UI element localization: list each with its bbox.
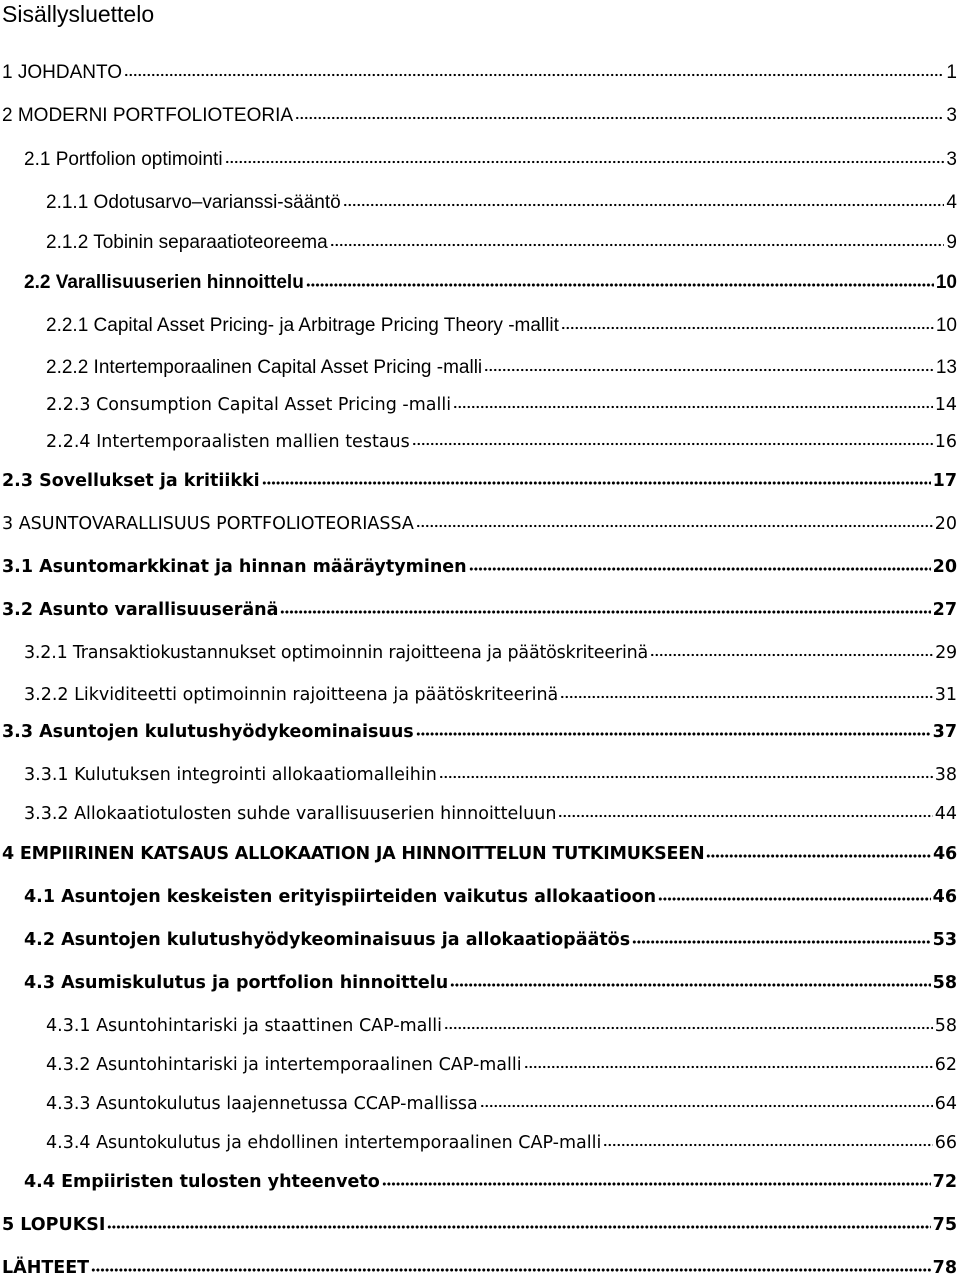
toc-entry[interactable]: [24, 268, 957, 294]
toc-entry-label: 2.2.4 Intertemporaalisten mallien testaus: [46, 432, 410, 452]
toc-entry[interactable]: [24, 1167, 957, 1193]
toc-entry[interactable]: [2, 466, 957, 492]
toc-entry[interactable]: [46, 1050, 957, 1076]
toc-entry-page-number: 10: [935, 272, 957, 293]
toc-entry-page-number: 46: [933, 844, 957, 864]
toc-entry-page-number: 20: [932, 557, 957, 577]
dot-leader: [480, 1089, 933, 1109]
toc-entry-page-number: 64: [934, 1094, 957, 1114]
toc-entry[interactable]: [46, 390, 957, 416]
dot-leader: [262, 466, 931, 486]
toc-entry-label: 2.2.1 Capital Asset Pricing- ja Arbitrage Pricing Theory -mallit: [46, 315, 559, 336]
dot-leader: [330, 228, 945, 248]
toc-entry-label: 2.2.2 Intertemporaalinen Capital Asset Pricing -malli: [46, 357, 483, 378]
toc-entry[interactable]: [24, 882, 957, 908]
toc-entry-page-number: 38: [934, 765, 957, 785]
toc-entry-label: 3.3.1 Kulutuksen integrointi allokaatiomalleihin: [24, 765, 437, 785]
dot-leader: [91, 1253, 931, 1273]
toc-entry-page-number: 75: [932, 1215, 957, 1235]
toc-entry[interactable]: [46, 228, 957, 254]
toc-entry-label: 2.1.2 Tobinin separaatioteoreema: [46, 232, 328, 253]
toc-entry-page-number: 1: [946, 62, 957, 83]
dot-leader: [444, 1011, 933, 1031]
dot-leader: [306, 268, 934, 288]
toc-entry-label: LÄHTEET: [2, 1258, 90, 1278]
toc-entry-page-number: 4: [946, 192, 957, 213]
toc-entry-page-number: 31: [934, 685, 957, 705]
dot-leader: [632, 925, 931, 945]
dot-leader: [416, 717, 931, 737]
toc-entry[interactable]: [24, 145, 957, 171]
toc-entry-page-number: 3: [946, 105, 957, 126]
toc-entry-label: 4.3.2 Asuntohintariski ja intertemporaalinen CAP-malli: [46, 1055, 522, 1075]
dot-leader: [524, 1050, 933, 1070]
toc-entry-label: 4.3.1 Asuntohintariski ja staattinen CAP-malli: [46, 1016, 442, 1036]
toc-entry-page-number: 10: [935, 315, 957, 336]
dot-leader: [603, 1128, 932, 1148]
toc-entry[interactable]: [2, 509, 957, 535]
toc-entry-label: 2.1 Portfolion optimointi: [24, 149, 223, 170]
dot-leader: [650, 638, 933, 658]
toc-entry[interactable]: [24, 760, 957, 786]
toc-entry-label: 3.1 Asuntomarkkinat ja hinnan määräytyminen: [2, 557, 467, 577]
toc-entry-page-number: 16: [934, 432, 957, 452]
toc-entry-page-number: 62: [934, 1055, 957, 1075]
toc-entry[interactable]: [24, 638, 957, 664]
dot-leader: [484, 353, 934, 373]
toc-entry-label: 3.3 Asuntojen kulutushyödykeominaisuus: [2, 722, 414, 742]
toc-entry-label: 3 ASUNTOVARALLISUUS PORTFOLIOTEORIASSA: [2, 514, 414, 534]
toc-entry-page-number: 66: [934, 1133, 957, 1153]
toc-entry-label: 4.3 Asumiskulutus ja portfolion hinnoittelu: [24, 973, 449, 993]
dot-leader: [107, 1210, 930, 1230]
toc-entry-label: 3.2.1 Transaktiokustannukset optimoinnin rajoitteena ja päätöskriteerinä: [24, 643, 649, 663]
dot-leader: [658, 882, 931, 902]
toc-entry[interactable]: [24, 968, 957, 994]
dot-leader: [280, 595, 930, 615]
dot-leader: [439, 760, 933, 780]
toc-entry-label: 3.3.2 Allokaatiotulosten suhde varallisuuserien hinnoitteluun: [24, 804, 557, 824]
toc-entry-page-number: 9: [946, 232, 957, 253]
toc-entry-page-number: 53: [932, 930, 957, 950]
toc-entry-label: 2.3 Sovellukset ja kritiikki: [2, 471, 260, 491]
toc-entry-label: 1 JOHDANTO: [2, 62, 123, 83]
toc-entry[interactable]: [24, 925, 957, 951]
toc-entry-label: 2 MODERNI PORTFOLIOTEORIA: [2, 105, 294, 126]
toc-entry-page-number: 3: [946, 149, 957, 170]
toc-entry[interactable]: [24, 680, 957, 706]
toc-entry-page-number: 44: [934, 804, 957, 824]
toc-entry-label: 3.2 Asunto varallisuuseränä: [2, 600, 279, 620]
dot-leader: [295, 101, 944, 121]
toc-entry[interactable]: [2, 58, 957, 84]
dot-leader: [560, 680, 932, 700]
page-title: Sisällysluettelo: [2, 1, 155, 27]
toc-entry-page-number: 27: [932, 600, 957, 620]
dot-leader: [225, 145, 945, 165]
toc-entry[interactable]: [2, 552, 957, 578]
toc-entry[interactable]: [2, 839, 957, 865]
toc-entry[interactable]: [46, 188, 957, 214]
toc-entry[interactable]: [46, 311, 957, 337]
toc-entry-page-number: 58: [932, 973, 957, 993]
toc-entry-page-number: 20: [934, 514, 957, 534]
toc-entry[interactable]: [2, 1253, 957, 1279]
toc-entry-page-number: 78: [932, 1258, 957, 1278]
toc-entry[interactable]: [2, 717, 957, 743]
toc-entry-page-number: 58: [934, 1016, 957, 1036]
toc-entry-label: 3.2.2 Likviditeetti optimoinnin rajoitteena ja päätöskriteerinä: [24, 685, 559, 705]
toc-entry-page-number: 13: [935, 357, 957, 378]
dot-leader: [453, 390, 933, 410]
toc-entry-page-number: 46: [932, 887, 957, 907]
toc-entry-label: 2.2 Varallisuuserien hinnoittelu: [24, 272, 304, 293]
dot-leader: [382, 1167, 931, 1187]
toc-entry[interactable]: [46, 353, 957, 379]
dot-leader: [706, 839, 931, 859]
toc-entry-label: 4.2 Asuntojen kulutushyödykeominaisuus ja allokaatiopäätös: [24, 930, 631, 950]
toc-entry[interactable]: [46, 1128, 957, 1154]
toc-entry-label: 4.3.3 Asuntokulutus laajennetussa CCAP-mallissa: [46, 1094, 478, 1114]
dot-leader: [469, 552, 931, 572]
dot-leader: [561, 311, 934, 331]
toc-entry-label: 2.1.1 Odotusarvo–varianssi-sääntö: [46, 192, 341, 213]
toc-entry[interactable]: [2, 1210, 957, 1236]
toc-entry-label: 4.3.4 Asuntokulutus ja ehdollinen intertemporaalinen CAP-malli: [46, 1133, 602, 1153]
toc-entry-label: 4.4 Empiiristen tulosten yhteenveto: [24, 1172, 380, 1192]
dot-leader: [124, 58, 944, 78]
dot-leader: [558, 799, 932, 819]
dot-leader: [450, 968, 930, 988]
toc-entry-label: 4 EMPIIRINEN KATSAUS ALLOKAATION JA HINNOITTELUN TUTKIMUKSEEN: [2, 844, 705, 864]
toc-entry-label: 2.2.3 Consumption Capital Asset Pricing -malli: [46, 395, 452, 415]
toc-entry-label: 5 LOPUKSI: [2, 1215, 106, 1235]
toc-entry[interactable]: [24, 799, 957, 825]
toc-entry-page-number: 72: [932, 1172, 957, 1192]
toc-entry[interactable]: [46, 427, 957, 453]
toc-entry-page-number: 14: [934, 395, 957, 415]
dot-leader: [412, 427, 933, 447]
dot-leader: [343, 188, 945, 208]
toc-entry-page-number: 17: [932, 471, 957, 491]
toc-entry-label: 4.1 Asuntojen keskeisten erityispiirteiden vaikutus allokaatioon: [24, 887, 657, 907]
toc-entry[interactable]: [46, 1089, 957, 1115]
toc-entry-page-number: 29: [935, 643, 957, 663]
toc-entry[interactable]: [2, 595, 957, 621]
toc-entry[interactable]: [46, 1011, 957, 1037]
dot-leader: [416, 509, 933, 529]
toc-entry[interactable]: [2, 101, 957, 127]
toc-entry-page-number: 37: [932, 722, 957, 742]
